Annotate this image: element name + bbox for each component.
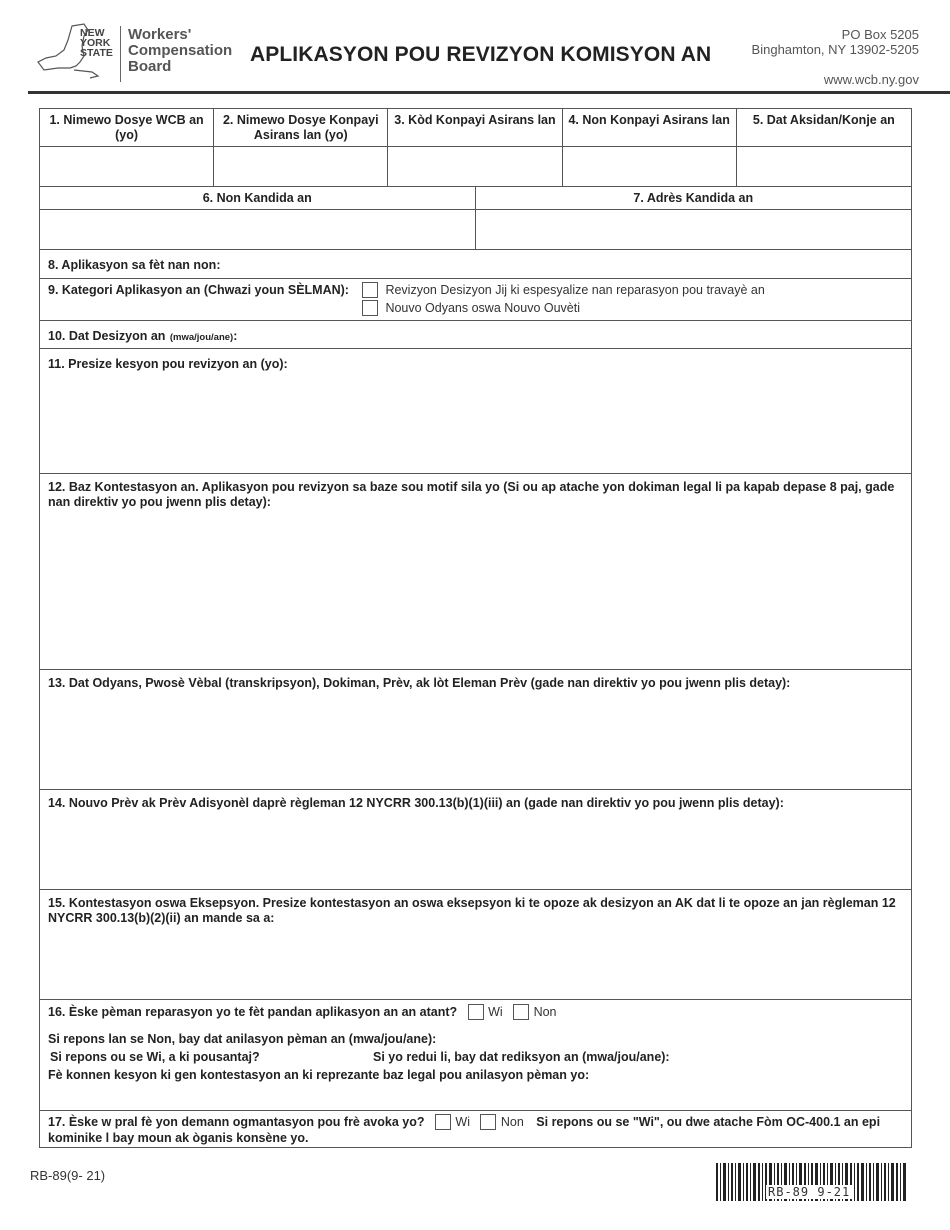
option-1-label: Revizyon Desizyon Jij ki espesyalize nan reparasyon pou travayè an (385, 283, 765, 297)
field-16-yes-checkbox[interactable] (468, 1004, 484, 1020)
field-13-row[interactable] (40, 670, 911, 790)
field-17-label: 17. Èske w pral fè yon demann ogmantasyon pou frè avoka yo? (48, 1115, 425, 1130)
field-16-label: 16. Èske pèman reparasyon yo te fèt pandan aplikasyon an an atant? (48, 1005, 458, 1019)
field-9-row (40, 279, 911, 321)
field-17-no-label: Non (500, 1115, 524, 1130)
case-info-header-row (40, 109, 911, 147)
option-2-label: Nouvo Odyans oswa Nouvo Ouvèti (385, 301, 580, 315)
field-4-label: 4. Non Konpayi Asirans lan (563, 109, 737, 146)
wcb-case-number-input[interactable] (40, 147, 214, 186)
org-line-2: Compensation (128, 42, 233, 59)
header-rule (28, 91, 950, 94)
field-12-row[interactable] (40, 474, 911, 670)
option-1-checkbox[interactable] (362, 282, 378, 298)
field-16-no-checkbox[interactable] (513, 1004, 529, 1020)
field-17-yes-checkbox[interactable] (435, 1114, 451, 1130)
carrier-name-input[interactable] (563, 147, 737, 186)
field-15-label: 15. Kontestasyon oswa Eksepsyon. Presize kontestasyon an oswa eksepsyon ki te opoze ak desizyon an AK dat li te opoze an jan règleman 12 NYCRR 300.13(b)(2)(ii) an mande sa a: (48, 896, 896, 925)
legal-basis-label: Fè konnen kesyon ki gen kontestasyon an ki reprezante baz legal pou anilasyon pèman yo: (48, 1068, 590, 1082)
field-16-row (40, 1000, 911, 1111)
field-16-yes-label: Wi (488, 1005, 503, 1019)
field-16-no-label: Non (533, 1005, 557, 1019)
field-3-label: 3. Kòd Konpayi Asirans lan (388, 109, 562, 146)
barcode-text: RB-89 9-21 (768, 1185, 851, 1199)
field-1-label: 1. Nimewo Dosye WCB an (yo) (40, 109, 214, 146)
case-info-input-row (40, 147, 911, 187)
field-11-row[interactable] (40, 349, 911, 474)
application-form (39, 108, 912, 1148)
carrier-code-input[interactable] (388, 147, 562, 186)
page-title: APLIKASYON POU REVIZYON KOMISYON AN (250, 43, 712, 66)
field-16-question (48, 1003, 557, 1021)
claimant-input-row (40, 210, 911, 250)
field-7-label: 7. Adrès Kandida an (633, 191, 754, 205)
claimant-address-input[interactable] (476, 210, 912, 249)
form-code: RB-89(9- 21) (30, 1168, 106, 1183)
field-5-label: 5. Dat Aksidan/Konje an (752, 113, 895, 127)
accident-date-input[interactable] (737, 147, 911, 186)
field-17-row (40, 1111, 911, 1147)
field-17-question (48, 1114, 898, 1146)
claimant-header-row (40, 187, 911, 210)
field-10-row[interactable]: 10. Dat Desizyon an (mwa/jou/ane): (40, 321, 911, 349)
org-line-1: Workers' (128, 26, 192, 43)
mailing-address (752, 27, 919, 57)
logo-state-text (80, 28, 120, 58)
field-2-label: 2. Nimewo Dosye Konpayi Asirans lan (yo) (214, 109, 388, 146)
field-17-no-checkbox[interactable] (480, 1114, 496, 1130)
field-11-label: 11. Presize kesyon pou revizyon an (yo): (48, 357, 288, 371)
field-8-row[interactable] (40, 250, 911, 279)
field-10-format: (mwa/jou/ane) (169, 332, 234, 343)
field-14-row[interactable] (40, 790, 911, 890)
logo-state-label: NEW YORK STATE (80, 27, 113, 59)
reduction-date-label: Si yo redui li, bay dat rediksyon an (mwa/jou/ane): (373, 1050, 670, 1064)
org-line-3: Board (128, 58, 172, 75)
website-link[interactable]: www.wcb.ny.gov (823, 72, 919, 87)
field-8-label: 8. Aplikasyon sa fèt nan non: (48, 258, 221, 272)
field-15-row[interactable] (40, 890, 911, 1000)
logo-divider (120, 26, 121, 82)
field-13-label: 13. Dat Odyans, Pwosè Vèbal (transkripsyon), Dokiman, Prèv, ak lòt Eleman Prèv (gade nan direktiv yo pou jwenn plis detay): (48, 676, 791, 690)
claimant-name-input[interactable] (40, 210, 476, 249)
address-line-1: PO Box 5205 (841, 27, 919, 42)
field-17-note: Si repons ou se "Wi", ou dwe atache Fòm OC-400.1 an epi kominike l bay moun ak òganis konsène yo. (48, 1115, 881, 1146)
field-9-label: 9. Kategori Aplikasyon an (Chwazi youn SÈLMAN): (48, 283, 349, 297)
page-header (0, 0, 950, 96)
payment-rate-label: Si repons ou se Wi, a ki pousantaj? (50, 1050, 260, 1064)
option-2-checkbox[interactable] (362, 300, 378, 316)
organization-name (128, 27, 232, 75)
carrier-case-number-input[interactable] (214, 147, 388, 186)
option-judge-decision-review[interactable] (362, 281, 765, 299)
option-new-hearing[interactable] (362, 299, 580, 317)
field-14-label: 14. Nouvo Prèv ak Prèv Adisyonèl daprè règleman 12 NYCRR 300.13(b)(1)(iii) an (gade nan direktiv yo pou jwenn plis detay): (48, 796, 784, 810)
address-line-2: Binghamton, NY 13902-5205 (751, 42, 919, 57)
field-10-label: 10. Dat Desizyon an (48, 329, 166, 343)
field-17-yes-label: Wi (455, 1115, 470, 1130)
field-12-label: 12. Baz Kontestasyon an. Aplikasyon pou revizyon sa baze sou motif sila yo (Si ou ap atache yon dokiman legal li pa kapab depase 8 paj, gade nan direktiv yo pou jwenn plis detay): (48, 480, 895, 509)
suspension-date-label: Si repons lan se Non, bay dat anilasyon pèman an (mwa/jou/ane): (48, 1032, 437, 1046)
field-6-label: 6. Non Kandida an (40, 187, 476, 209)
